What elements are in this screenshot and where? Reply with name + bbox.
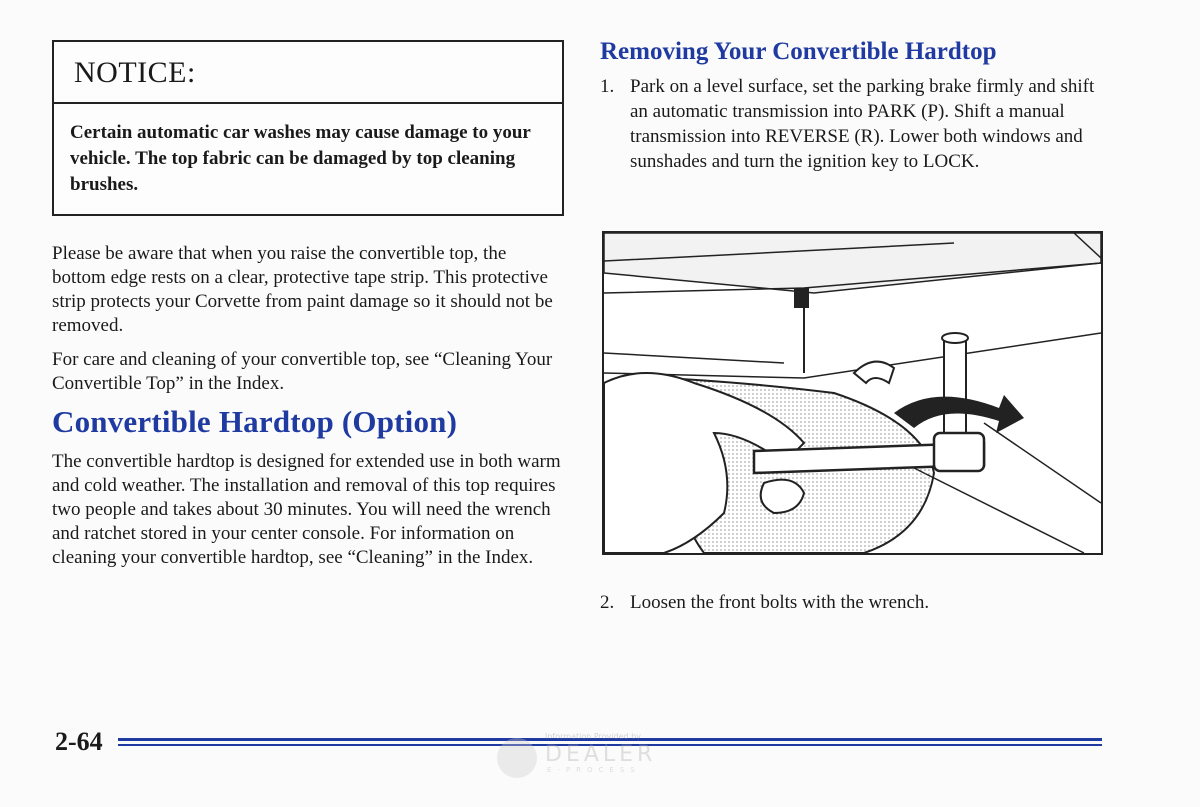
section-heading-convertible-hardtop: Convertible Hardtop (Option) <box>52 404 458 439</box>
step-2-number: 2. <box>600 592 615 613</box>
step-2 <box>600 590 1100 615</box>
wrench-on-bolt-drawing <box>604 233 1101 553</box>
step-1 <box>600 74 1100 174</box>
wrench-illustration <box>602 231 1103 555</box>
step-1-text: Park on a level surface, set the parking brake firmly and shift an automatic transmission into PARK (P). Shift a manual transmission into REVERSE (R). Lower both windows and sunshades and turn the ignition key to LOCK. <box>630 76 1095 172</box>
step-2-text: Loosen the front bolts with the wrench. <box>630 592 930 613</box>
notice-box <box>52 40 564 216</box>
notice-body: Certain automatic car washes may cause damage to your vehicle. The top fabric can be damaged by top cleaning brushes. <box>70 122 531 195</box>
step-2-block <box>600 590 1100 615</box>
notice-title: NOTICE: <box>54 42 562 104</box>
right-column <box>600 38 1100 174</box>
sub-heading-removing-hardtop: Removing Your Convertible Hardtop <box>600 38 997 65</box>
paragraph-hardtop-description: The convertible hardtop is designed for extended use in both warm and cold weather. The installation and removal of this top requires two people and takes about 30 minutes. You will need the wrench and ratchet stored in your center console. For information on cleaning your convertible hardtop, see “Cleaning” in the Index. <box>52 451 561 568</box>
watermark-brand: DEALER <box>545 742 657 767</box>
watermark-sub: E-PROCESS <box>547 766 641 774</box>
paragraph-care-cleaning: For care and cleaning of your convertible top, see “Cleaning Your Convertible Top” in the Index. <box>52 349 553 394</box>
step-1-number: 1. <box>600 76 615 97</box>
watermark-line1: Information Provided by <box>545 732 641 741</box>
watermark <box>497 732 697 782</box>
left-column <box>52 40 564 570</box>
page-number: 2-64 <box>55 727 103 756</box>
watermark-logo-icon <box>497 738 537 778</box>
paragraph-protective-strip: Please be aware that when you raise the convertible top, the bottom edge rests on a clear, protective tape strip. This protective strip protects your Corvette from paint damage so it should not be removed. <box>52 243 553 336</box>
